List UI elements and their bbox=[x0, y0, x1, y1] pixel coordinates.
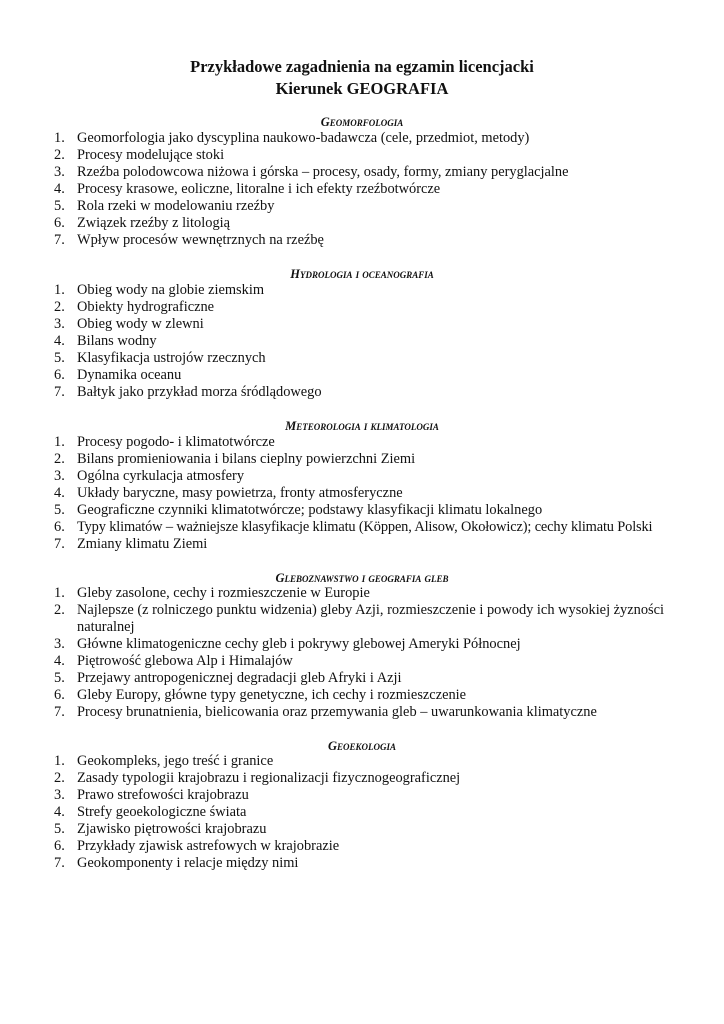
list-item bbox=[0, 468, 724, 485]
item-text: Procesy modelujące stoki bbox=[77, 147, 225, 163]
item-text: Procesy krasowe, eoliczne, litoralne i ich efekty rzeźbotwórcze bbox=[77, 181, 441, 197]
item-text: Procesy brunatnienia, bielicowania oraz przemywania gleb – uwarunkowania klimatyczne bbox=[77, 704, 597, 720]
item-number: 1. bbox=[54, 434, 65, 450]
list-item bbox=[0, 434, 724, 451]
item-number: 6. bbox=[54, 367, 65, 383]
item-text: Bilans wodny bbox=[77, 333, 157, 349]
list-item bbox=[0, 130, 724, 147]
item-number: 1. bbox=[54, 585, 65, 601]
item-text: Bałtyk jako przykład morza śródlądowego bbox=[77, 384, 322, 400]
item-number: 4. bbox=[54, 181, 65, 197]
item-text: Rola rzeki w modelowaniu rzeźby bbox=[77, 198, 275, 214]
item-number: 6. bbox=[54, 687, 65, 703]
item-number: 6. bbox=[54, 519, 65, 535]
document-title: Przykładowe zagadnienia na egzamin licencjacki bbox=[190, 57, 534, 76]
item-text: Przykłady zjawisk astrefowych w krajobrazie bbox=[77, 838, 340, 854]
item-number: 5. bbox=[54, 502, 65, 518]
item-number: 2. bbox=[54, 602, 65, 618]
item-number: 3. bbox=[54, 316, 65, 332]
item-number: 4. bbox=[54, 804, 65, 820]
item-number: 7. bbox=[54, 855, 65, 871]
list-item bbox=[0, 232, 724, 249]
section-heading-geoekologia: Geoekologia bbox=[327, 739, 397, 753]
item-text: Procesy pogodo- i klimatotwórcze bbox=[77, 434, 275, 450]
list-item bbox=[0, 536, 724, 553]
list-item bbox=[0, 519, 724, 536]
item-text: Typy klimatów – ważniejsze klasyfikacje klimatu (Köppen, Alisow, Okołowicz); cechy klimatu Polski bbox=[77, 519, 653, 535]
item-text: Najlepsze (z rolniczego punktu widzenia) gleby Azji, rozmieszczenie i powody ich wysokiej żyzności naturalnej bbox=[77, 602, 665, 635]
list-item bbox=[0, 282, 724, 299]
item-text: Obiekty hydrograficzne bbox=[77, 299, 215, 315]
list-item bbox=[0, 384, 724, 401]
item-number: 4. bbox=[54, 333, 65, 349]
list-item bbox=[0, 653, 724, 670]
section-heading-geomorfologia: Geomorfologia bbox=[320, 115, 404, 129]
list-item bbox=[0, 215, 724, 232]
section-heading-meteorologia: Meteorologia i klimatologia bbox=[285, 419, 439, 433]
list-item bbox=[0, 753, 724, 770]
document-subtitle: Kierunek GEOGRAFIA bbox=[275, 79, 449, 98]
list-item bbox=[0, 299, 724, 316]
item-text: Geokomponenty i relacje między nimi bbox=[77, 855, 299, 871]
list-item bbox=[0, 350, 724, 367]
item-number: 2. bbox=[54, 147, 65, 163]
item-text: Prawo strefowości krajobrazu bbox=[77, 787, 249, 803]
item-text: Gleby zasolone, cechy i rozmieszczenie w Europie bbox=[77, 585, 370, 601]
list-item bbox=[0, 367, 724, 384]
item-text: Piętrowość glebowa Alp i Himalajów bbox=[77, 653, 293, 669]
item-text: Przejawy antropogenicznej degradacji gleb Afryki i Azji bbox=[77, 670, 402, 686]
list-item bbox=[0, 855, 724, 872]
item-number: 1. bbox=[54, 130, 65, 146]
item-text: Geokompleks, jego treść i granice bbox=[77, 753, 274, 769]
item-number: 5. bbox=[54, 198, 65, 214]
item-number: 7. bbox=[54, 704, 65, 720]
item-text: Zjawisko piętrowości krajobrazu bbox=[77, 821, 267, 837]
list-item bbox=[0, 636, 724, 653]
item-text: Wpływ procesów wewnętrznych na rzeźbę bbox=[77, 232, 324, 248]
item-number: 5. bbox=[54, 670, 65, 686]
list-item bbox=[0, 821, 724, 838]
list-item bbox=[0, 804, 724, 821]
item-number: 6. bbox=[54, 838, 65, 854]
list-item bbox=[0, 704, 724, 721]
item-number: 2. bbox=[54, 451, 65, 467]
item-number: 1. bbox=[54, 282, 65, 298]
item-number: 1. bbox=[54, 753, 65, 769]
item-text: Układy baryczne, masy powietrza, fronty atmosferyczne bbox=[77, 485, 403, 501]
list-item bbox=[0, 181, 724, 198]
item-text: Strefy geoekologiczne świata bbox=[77, 804, 247, 820]
list-item bbox=[0, 333, 724, 350]
list-item bbox=[0, 687, 724, 704]
item-text: Zasady typologii krajobrazu i regionalizacji fizycznogeograficznej bbox=[77, 770, 461, 786]
item-text: Ogólna cyrkulacja atmosfery bbox=[77, 468, 245, 484]
list-item bbox=[0, 602, 724, 636]
item-number: 4. bbox=[54, 485, 65, 501]
item-text: Związek rzeźby z litologią bbox=[77, 215, 231, 231]
list-item bbox=[0, 502, 724, 519]
item-text: Dynamika oceanu bbox=[77, 367, 182, 383]
item-number: 6. bbox=[54, 215, 65, 231]
item-text: Obieg wody w zlewni bbox=[77, 316, 204, 332]
item-number: 3. bbox=[54, 164, 65, 180]
list-item bbox=[0, 770, 724, 787]
item-number: 2. bbox=[54, 770, 65, 786]
list-item bbox=[0, 451, 724, 468]
item-text: Geomorfologia jako dyscyplina naukowo-badawcza (cele, przedmiot, metody) bbox=[77, 130, 530, 146]
item-number: 3. bbox=[54, 636, 65, 652]
item-text: Klasyfikacja ustrojów rzecznych bbox=[77, 350, 266, 366]
item-number: 3. bbox=[54, 787, 65, 803]
list-item bbox=[0, 316, 724, 333]
item-number: 5. bbox=[54, 350, 65, 366]
section-heading-hydrologia: Hydrologia i oceanografia bbox=[290, 267, 434, 281]
item-text: Rzeźba polodowcowa niżowa i górska – procesy, osady, formy, zmiany peryglacjalne bbox=[77, 164, 569, 180]
item-text: Główne klimatogeniczne cechy gleb i pokrywy glebowej Ameryki Północnej bbox=[77, 636, 521, 652]
list-item bbox=[0, 198, 724, 215]
item-number: 2. bbox=[54, 299, 65, 315]
item-number: 7. bbox=[54, 384, 65, 400]
list-item bbox=[0, 838, 724, 855]
item-text: Geograficzne czynniki klimatotwórcze; podstawy klasyfikacji klimatu lokalnego bbox=[77, 502, 543, 518]
list-item bbox=[0, 670, 724, 687]
item-number: 3. bbox=[54, 468, 65, 484]
list-item bbox=[0, 787, 724, 804]
item-text: Gleby Europy, główne typy genetyczne, ich cechy i rozmieszczenie bbox=[77, 687, 467, 703]
list-item bbox=[0, 164, 724, 181]
item-text: Zmiany klimatu Ziemi bbox=[77, 536, 208, 552]
item-number: 7. bbox=[54, 232, 65, 248]
item-number: 4. bbox=[54, 653, 65, 669]
item-number: 5. bbox=[54, 821, 65, 837]
item-number: 7. bbox=[54, 536, 65, 552]
list-item bbox=[0, 585, 724, 602]
list-item bbox=[0, 485, 724, 502]
item-text: Obieg wody na globie ziemskim bbox=[77, 282, 265, 298]
item-text: Bilans promieniowania i bilans cieplny powierzchni Ziemi bbox=[77, 451, 416, 467]
section-heading-gleboznawstwo: Gleboznawstwo i geografia gleb bbox=[275, 571, 449, 585]
list-item bbox=[0, 147, 724, 164]
